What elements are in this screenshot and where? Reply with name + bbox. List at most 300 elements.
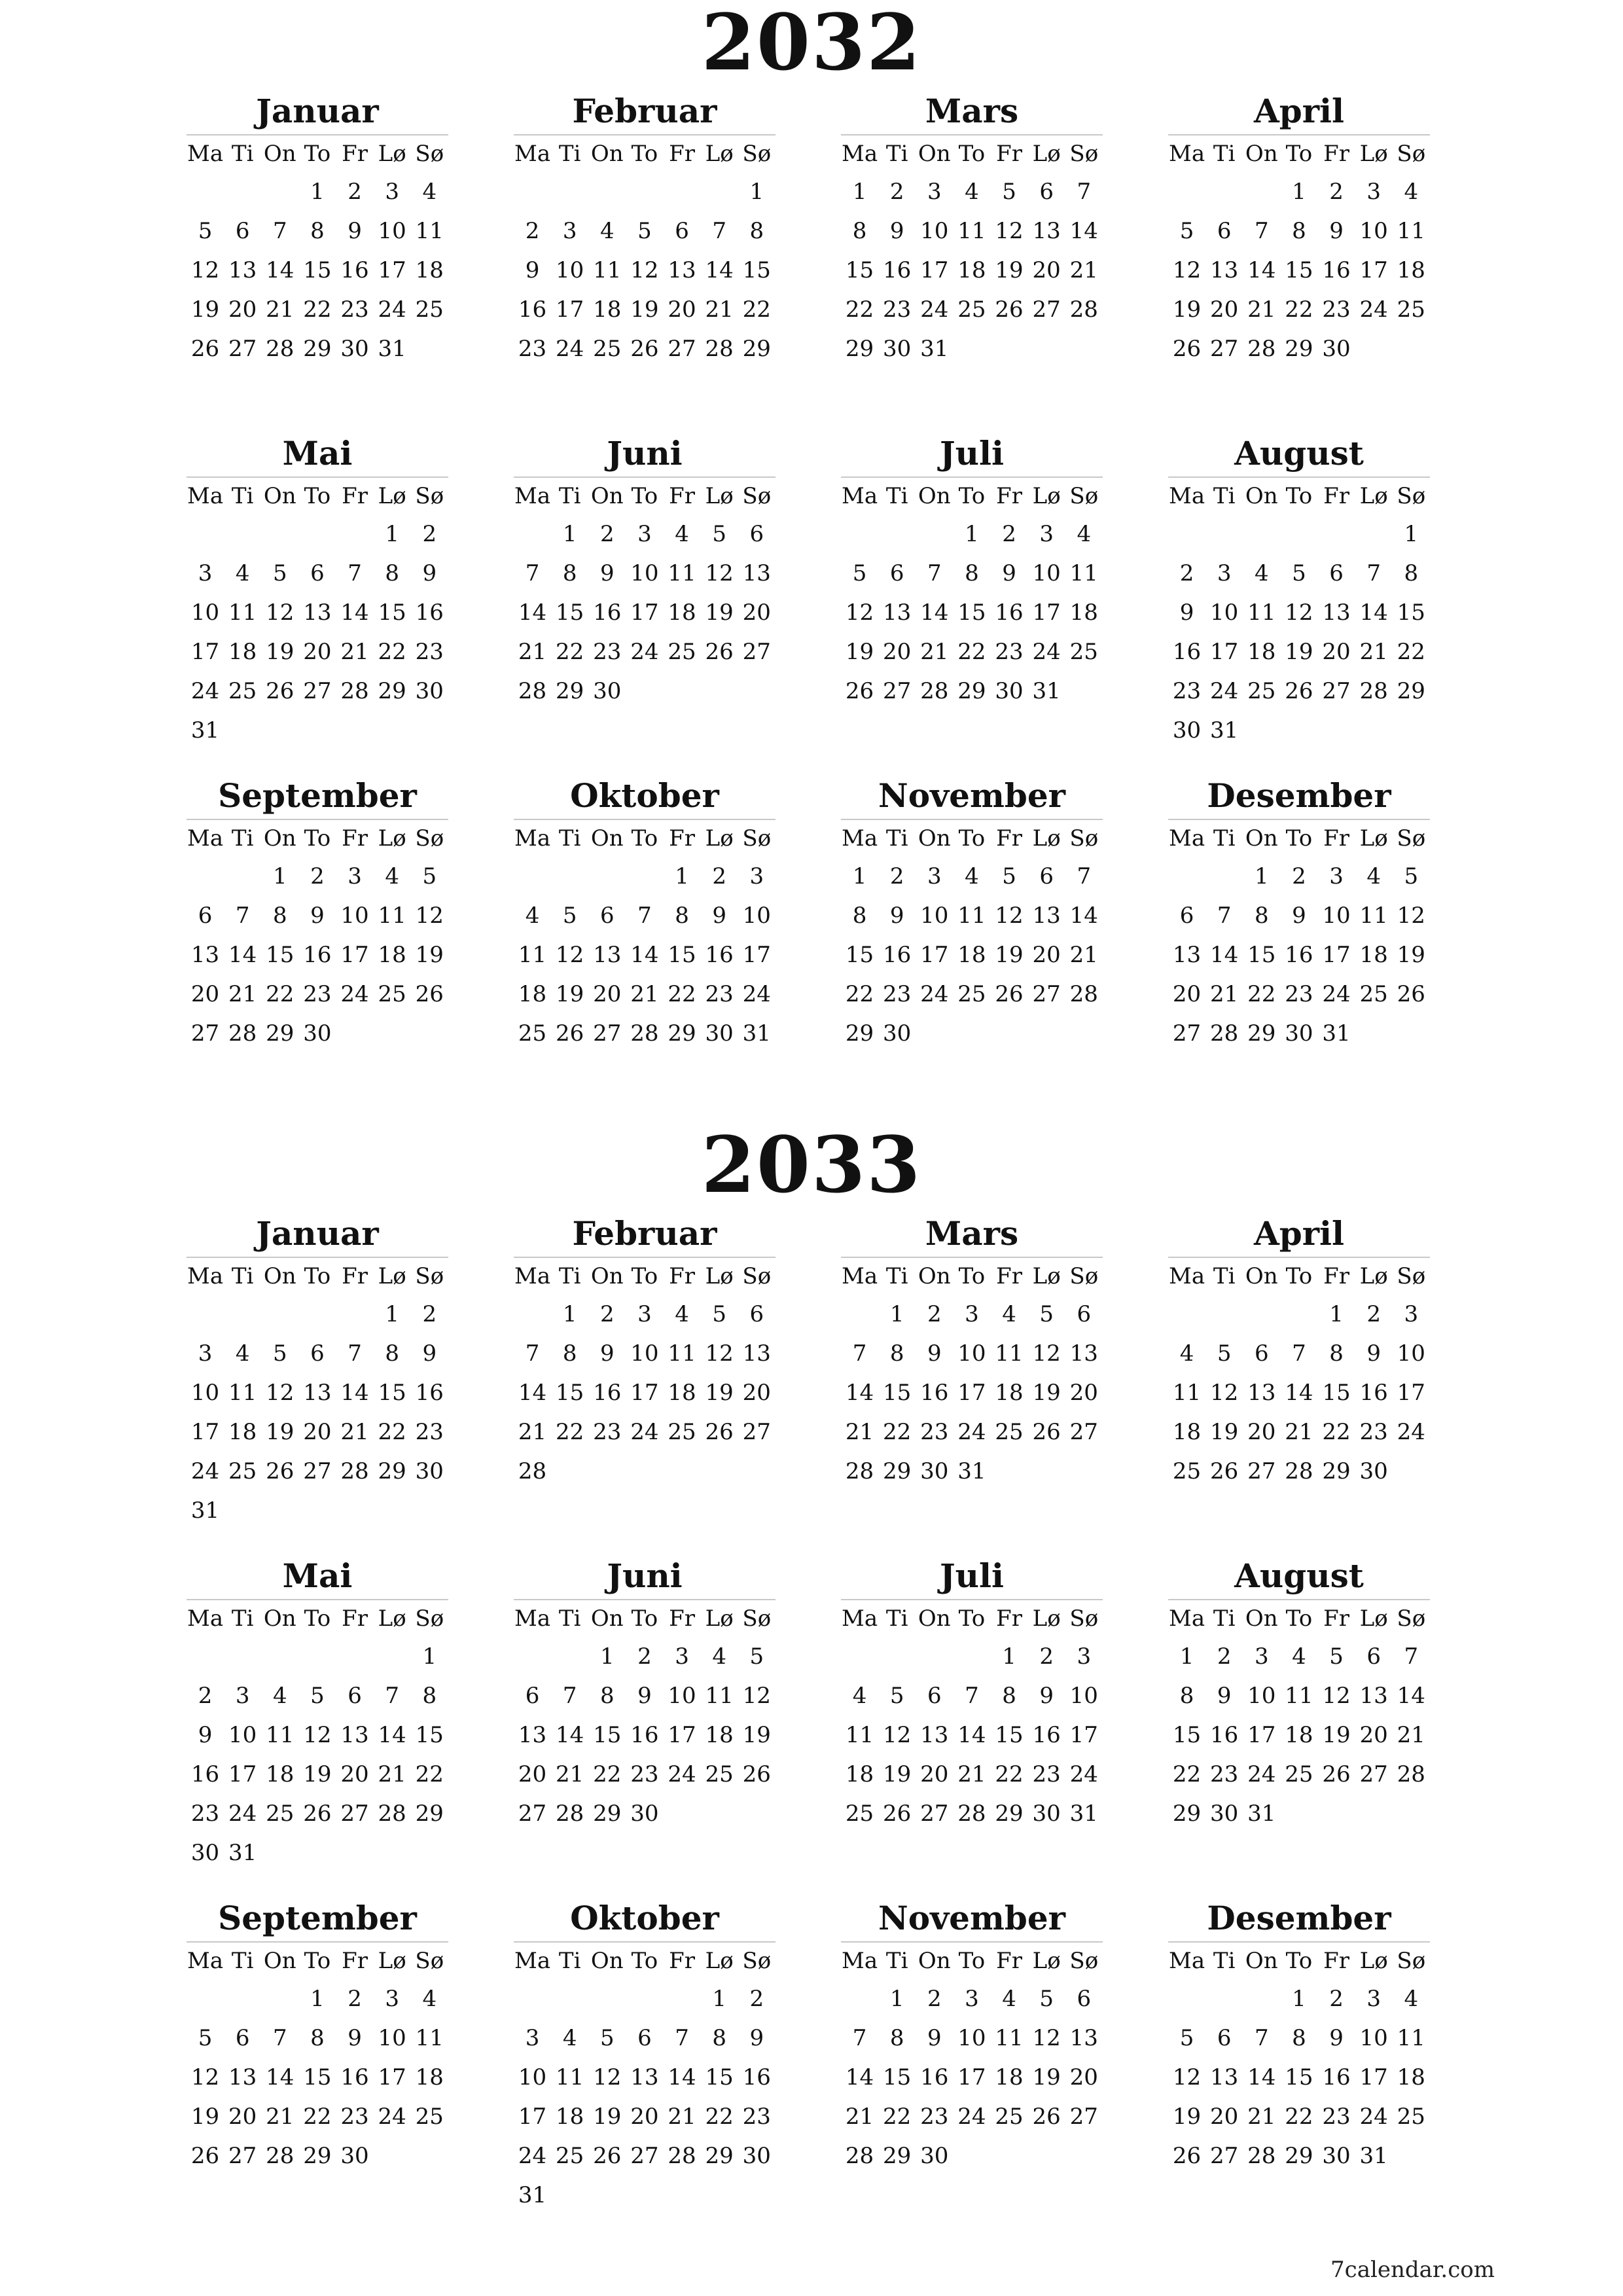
day-cell[interactable]: 16 [190,1761,220,1787]
day-cell[interactable]: 11 [1172,1380,1202,1406]
day-cell[interactable]: 2 [348,179,362,205]
day-cell[interactable]: 16 [920,2064,949,2090]
day-cell[interactable]: 5 [599,2025,615,2051]
day-cell[interactable]: 10 [668,1683,696,1709]
day-cell[interactable]: 15 [266,942,294,968]
day-cell[interactable]: 1 [852,179,867,205]
day-cell[interactable]: 18 [1247,639,1276,665]
day-cell[interactable]: 23 [190,1801,220,1827]
day-cell[interactable]: 31 [742,1020,771,1047]
day-cell[interactable]: 23 [630,1761,659,1787]
day-cell[interactable]: 4 [235,1340,250,1367]
day-cell[interactable]: 29 [883,1458,912,1484]
day-cell[interactable]: 13 [190,942,220,968]
day-cell[interactable]: 24 [1247,1761,1276,1787]
day-cell[interactable]: 16 [920,1380,949,1406]
day-cell[interactable]: 3 [1329,863,1344,889]
day-cell[interactable]: 5 [852,560,867,586]
day-cell[interactable]: 29 [1322,1458,1351,1484]
day-cell[interactable]: 24 [957,2104,986,2130]
day-cell[interactable]: 28 [1069,981,1098,1007]
day-cell[interactable]: 19 [1032,1380,1061,1406]
day-cell[interactable]: 18 [266,1761,294,1787]
day-cell[interactable]: 20 [742,600,771,626]
day-cell[interactable]: 18 [1069,600,1098,626]
day-cell[interactable]: 18 [845,1761,874,1787]
day-cell[interactable]: 3 [965,1986,979,2012]
day-cell[interactable]: 28 [340,678,369,704]
day-cell[interactable]: 10 [378,2025,406,2051]
day-cell[interactable]: 20 [1210,2104,1239,2130]
day-cell[interactable]: 1 [852,863,867,889]
day-cell[interactable]: 21 [556,1761,584,1787]
day-cell[interactable]: 20 [883,639,912,665]
day-cell[interactable]: 27 [228,336,257,362]
day-cell[interactable]: 10 [1359,2025,1388,2051]
day-cell[interactable]: 1 [422,1643,437,1670]
day-cell[interactable]: 14 [1397,1683,1425,1709]
day-cell[interactable]: 13 [1172,942,1202,968]
day-cell[interactable]: 20 [190,981,220,1007]
day-cell[interactable]: 4 [422,1986,437,2012]
day-cell[interactable]: 30 [1210,1801,1239,1827]
day-cell[interactable]: 25 [266,1801,294,1827]
day-cell[interactable]: 19 [1172,296,1202,323]
day-cell[interactable]: 6 [1077,1986,1092,2012]
day-cell[interactable]: 18 [995,1380,1024,1406]
day-cell[interactable]: 29 [668,1020,696,1047]
day-cell[interactable]: 9 [1179,600,1194,626]
day-cell[interactable]: 29 [845,1020,874,1047]
day-cell[interactable]: 1 [272,863,287,889]
day-cell[interactable]: 24 [920,981,949,1007]
day-cell[interactable]: 28 [1397,1761,1425,1787]
day-cell[interactable]: 2 [637,1643,652,1670]
day-cell[interactable]: 27 [303,678,332,704]
day-cell[interactable]: 4 [712,1643,726,1670]
day-cell[interactable]: 2 [1329,1986,1344,2012]
day-cell[interactable]: 16 [518,296,547,323]
day-cell[interactable]: 5 [712,1301,726,1327]
day-cell[interactable]: 17 [920,257,949,283]
day-cell[interactable]: 23 [1172,678,1202,704]
day-cell[interactable]: 6 [749,1301,764,1327]
day-cell[interactable]: 3 [1217,560,1232,586]
day-cell[interactable]: 9 [599,1340,615,1367]
day-cell[interactable]: 22 [1247,981,1276,1007]
day-cell[interactable]: 29 [1397,678,1425,704]
day-cell[interactable]: 28 [556,1801,584,1827]
day-cell[interactable]: 17 [556,296,584,323]
day-cell[interactable]: 11 [228,600,257,626]
day-cell[interactable]: 15 [957,600,986,626]
day-cell[interactable]: 18 [957,257,986,283]
day-cell[interactable]: 22 [883,2104,912,2130]
day-cell[interactable]: 28 [705,336,734,362]
day-cell[interactable]: 16 [415,1380,444,1406]
day-cell[interactable]: 10 [957,1340,986,1367]
day-cell[interactable]: 26 [705,639,734,665]
day-cell[interactable]: 2 [749,1986,764,2012]
day-cell[interactable]: 9 [525,257,540,283]
day-cell[interactable]: 12 [1397,903,1425,929]
day-cell[interactable]: 8 [1292,218,1306,244]
day-cell[interactable]: 7 [1254,218,1269,244]
day-cell[interactable]: 22 [705,2104,734,2130]
day-cell[interactable]: 30 [920,1458,949,1484]
day-cell[interactable]: 7 [1292,1340,1306,1367]
day-cell[interactable]: 8 [310,218,325,244]
day-cell[interactable]: 21 [1247,296,1276,323]
day-cell[interactable]: 11 [415,2025,444,2051]
day-cell[interactable]: 12 [742,1683,771,1709]
day-cell[interactable]: 29 [266,1020,294,1047]
day-cell[interactable]: 3 [1366,179,1381,205]
day-cell[interactable]: 4 [675,521,689,547]
day-cell[interactable]: 27 [190,1020,220,1047]
day-cell[interactable]: 12 [556,942,584,968]
day-cell[interactable]: 23 [705,981,734,1007]
day-cell[interactable]: 2 [1179,560,1194,586]
day-cell[interactable]: 10 [742,903,771,929]
day-cell[interactable]: 9 [310,903,325,929]
day-cell[interactable]: 20 [1069,1380,1098,1406]
day-cell[interactable]: 10 [378,218,406,244]
day-cell[interactable]: 27 [1210,2143,1239,2169]
day-cell[interactable]: 9 [1292,903,1306,929]
day-cell[interactable]: 16 [415,600,444,626]
day-cell[interactable]: 26 [995,981,1024,1007]
day-cell[interactable]: 25 [957,296,986,323]
day-cell[interactable]: 20 [1247,1419,1276,1445]
day-cell[interactable]: 10 [1069,1683,1098,1709]
day-cell[interactable]: 24 [190,678,220,704]
day-cell[interactable]: 3 [562,218,577,244]
day-cell[interactable]: 14 [705,257,734,283]
day-cell[interactable]: 5 [1292,560,1306,586]
day-cell[interactable]: 24 [1210,678,1239,704]
day-cell[interactable]: 19 [266,639,294,665]
day-cell[interactable]: 1 [1292,179,1306,205]
day-cell[interactable]: 23 [303,981,332,1007]
day-cell[interactable]: 29 [415,1801,444,1827]
day-cell[interactable]: 1 [1404,521,1419,547]
day-cell[interactable]: 6 [1217,218,1232,244]
day-cell[interactable]: 21 [957,1761,986,1787]
day-cell[interactable]: 23 [518,336,547,362]
day-cell[interactable]: 14 [630,942,659,968]
day-cell[interactable]: 18 [518,981,547,1007]
day-cell[interactable]: 30 [1322,336,1351,362]
day-cell[interactable]: 3 [927,179,942,205]
day-cell[interactable]: 11 [228,1380,257,1406]
day-cell[interactable]: 31 [1247,1801,1276,1827]
day-cell[interactable]: 5 [749,1643,764,1670]
day-cell[interactable]: 25 [415,296,444,323]
day-cell[interactable]: 3 [1366,1986,1381,2012]
day-cell[interactable]: 15 [303,2064,332,2090]
day-cell[interactable]: 18 [378,942,406,968]
day-cell[interactable]: 25 [995,1419,1024,1445]
day-cell[interactable]: 30 [995,678,1024,704]
day-cell[interactable]: 2 [599,1301,615,1327]
day-cell[interactable]: 12 [995,218,1024,244]
day-cell[interactable]: 6 [1366,1643,1381,1670]
day-cell[interactable]: 25 [705,1761,734,1787]
day-cell[interactable]: 25 [1247,678,1276,704]
day-cell[interactable]: 9 [599,560,615,586]
day-cell[interactable]: 15 [1247,942,1276,968]
day-cell[interactable]: 9 [422,560,437,586]
day-cell[interactable]: 5 [637,218,652,244]
day-cell[interactable]: 20 [303,639,332,665]
day-cell[interactable]: 5 [1217,1340,1232,1367]
day-cell[interactable]: 29 [742,336,771,362]
day-cell[interactable]: 19 [630,296,659,323]
day-cell[interactable]: 8 [599,1683,615,1709]
day-cell[interactable]: 15 [378,600,406,626]
day-cell[interactable]: 14 [845,2064,874,2090]
day-cell[interactable]: 12 [1032,1340,1061,1367]
day-cell[interactable]: 8 [272,903,287,929]
day-cell[interactable]: 4 [965,179,979,205]
day-cell[interactable]: 26 [1172,336,1202,362]
day-cell[interactable]: 25 [228,678,257,704]
day-cell[interactable]: 22 [303,2104,332,2130]
day-cell[interactable]: 7 [675,2025,689,2051]
day-cell[interactable]: 1 [599,1643,615,1670]
day-cell[interactable]: 23 [415,1419,444,1445]
day-cell[interactable]: 20 [518,1761,547,1787]
day-cell[interactable]: 23 [1285,981,1313,1007]
day-cell[interactable]: 17 [1210,639,1239,665]
day-cell[interactable]: 27 [518,1801,547,1827]
day-cell[interactable]: 17 [742,942,771,968]
day-cell[interactable]: 26 [995,296,1024,323]
day-cell[interactable]: 30 [415,678,444,704]
day-cell[interactable]: 2 [1002,521,1016,547]
day-cell[interactable]: 17 [1247,1722,1276,1748]
footer-site-label[interactable]: 7calendar.com [1330,2257,1495,2283]
day-cell[interactable]: 16 [883,257,912,283]
day-cell[interactable]: 18 [1172,1419,1202,1445]
day-cell[interactable]: 27 [1210,336,1239,362]
day-cell[interactable]: 24 [190,1458,220,1484]
day-cell[interactable]: 10 [1247,1683,1276,1709]
day-cell[interactable]: 22 [668,981,696,1007]
day-cell[interactable]: 1 [1179,1643,1194,1670]
day-cell[interactable]: 26 [1285,678,1313,704]
day-cell[interactable]: 19 [593,2104,622,2130]
day-cell[interactable]: 6 [1179,903,1194,929]
day-cell[interactable]: 4 [1404,179,1419,205]
day-cell[interactable]: 21 [705,296,734,323]
day-cell[interactable]: 10 [957,2025,986,2051]
day-cell[interactable]: 18 [1397,257,1425,283]
day-cell[interactable]: 23 [340,296,369,323]
day-cell[interactable]: 13 [1032,903,1061,929]
day-cell[interactable]: 17 [630,1380,659,1406]
day-cell[interactable]: 17 [668,1722,696,1748]
day-cell[interactable]: 16 [1032,1722,1061,1748]
day-cell[interactable]: 22 [845,981,874,1007]
day-cell[interactable]: 7 [562,1683,577,1709]
day-cell[interactable]: 10 [556,257,584,283]
day-cell[interactable]: 21 [340,639,369,665]
day-cell[interactable]: 10 [190,1380,220,1406]
day-cell[interactable]: 19 [303,1761,332,1787]
day-cell[interactable]: 3 [525,2025,540,2051]
day-cell[interactable]: 27 [340,1801,369,1827]
day-cell[interactable]: 23 [593,639,622,665]
day-cell[interactable]: 31 [228,1840,257,1866]
day-cell[interactable]: 22 [742,296,771,323]
day-cell[interactable]: 9 [1329,2025,1344,2051]
day-cell[interactable]: 11 [1285,1683,1313,1709]
day-cell[interactable]: 10 [630,560,659,586]
day-cell[interactable]: 8 [675,903,689,929]
day-cell[interactable]: 26 [1032,1419,1061,1445]
day-cell[interactable]: 15 [1285,2064,1313,2090]
day-cell[interactable]: 19 [1210,1419,1239,1445]
day-cell[interactable]: 12 [415,903,444,929]
day-cell[interactable]: 22 [845,296,874,323]
day-cell[interactable]: 16 [1285,942,1313,968]
day-cell[interactable]: 30 [593,678,622,704]
day-cell[interactable]: 27 [883,678,912,704]
day-cell[interactable]: 19 [883,1761,912,1787]
day-cell[interactable]: 11 [1397,2025,1425,2051]
day-cell[interactable]: 25 [957,981,986,1007]
day-cell[interactable]: 4 [385,863,399,889]
day-cell[interactable]: 27 [1032,296,1061,323]
day-cell[interactable]: 12 [995,903,1024,929]
day-cell[interactable]: 4 [852,1683,867,1709]
day-cell[interactable]: 27 [228,2143,257,2169]
day-cell[interactable]: 1 [562,1301,577,1327]
day-cell[interactable]: 20 [228,2104,257,2130]
day-cell[interactable]: 8 [712,2025,726,2051]
day-cell[interactable]: 27 [1322,678,1351,704]
day-cell[interactable]: 7 [348,560,362,586]
day-cell[interactable]: 28 [1359,678,1388,704]
day-cell[interactable]: 22 [415,1761,444,1787]
day-cell[interactable]: 22 [1172,1761,1202,1787]
day-cell[interactable]: 26 [593,2143,622,2169]
day-cell[interactable]: 2 [889,179,904,205]
day-cell[interactable]: 29 [303,336,332,362]
day-cell[interactable]: 31 [1322,1020,1351,1047]
day-cell[interactable]: 28 [845,2143,874,2169]
day-cell[interactable]: 11 [668,560,696,586]
day-cell[interactable]: 13 [593,942,622,968]
day-cell[interactable]: 9 [348,218,362,244]
day-cell[interactable]: 13 [340,1722,369,1748]
day-cell[interactable]: 2 [1039,1643,1054,1670]
day-cell[interactable]: 9 [637,1683,652,1709]
day-cell[interactable]: 29 [378,1458,406,1484]
day-cell[interactable]: 24 [1359,296,1388,323]
day-cell[interactable]: 8 [749,218,764,244]
day-cell[interactable]: 9 [198,1722,213,1748]
day-cell[interactable]: 24 [957,1419,986,1445]
day-cell[interactable]: 21 [920,639,949,665]
day-cell[interactable]: 22 [593,1761,622,1787]
day-cell[interactable]: 15 [1322,1380,1351,1406]
day-cell[interactable]: 26 [266,1458,294,1484]
day-cell[interactable]: 3 [637,1301,652,1327]
day-cell[interactable]: 3 [385,179,399,205]
day-cell[interactable]: 13 [742,560,771,586]
day-cell[interactable]: 4 [1366,863,1381,889]
day-cell[interactable]: 30 [340,336,369,362]
day-cell[interactable]: 14 [957,1722,986,1748]
day-cell[interactable]: 7 [525,1340,540,1367]
day-cell[interactable]: 28 [340,1458,369,1484]
day-cell[interactable]: 5 [1179,218,1194,244]
day-cell[interactable]: 27 [1247,1458,1276,1484]
day-cell[interactable]: 20 [303,1419,332,1445]
day-cell[interactable]: 12 [845,600,874,626]
day-cell[interactable]: 14 [1247,2064,1276,2090]
day-cell[interactable]: 8 [889,2025,904,2051]
day-cell[interactable]: 6 [927,1683,942,1709]
day-cell[interactable]: 1 [385,1301,399,1327]
day-cell[interactable]: 28 [266,2143,294,2169]
day-cell[interactable]: 10 [630,1340,659,1367]
day-cell[interactable]: 27 [1069,1419,1098,1445]
day-cell[interactable]: 3 [385,1986,399,2012]
day-cell[interactable]: 8 [1179,1683,1194,1709]
day-cell[interactable]: 12 [266,1380,294,1406]
day-cell[interactable]: 14 [266,2064,294,2090]
day-cell[interactable]: 23 [1359,1419,1388,1445]
day-cell[interactable]: 24 [378,2104,406,2130]
day-cell[interactable]: 6 [1077,1301,1092,1327]
day-cell[interactable]: 14 [556,1722,584,1748]
day-cell[interactable]: 17 [190,1419,220,1445]
day-cell[interactable]: 18 [668,600,696,626]
day-cell[interactable]: 3 [1254,1643,1269,1670]
day-cell[interactable]: 22 [556,1419,584,1445]
day-cell[interactable]: 9 [927,2025,942,2051]
day-cell[interactable]: 20 [593,981,622,1007]
day-cell[interactable]: 4 [965,863,979,889]
day-cell[interactable]: 22 [1285,296,1313,323]
day-cell[interactable]: 16 [883,942,912,968]
day-cell[interactable]: 26 [742,1761,771,1787]
day-cell[interactable]: 13 [303,1380,332,1406]
day-cell[interactable]: 21 [340,1419,369,1445]
day-cell[interactable]: 16 [995,600,1024,626]
day-cell[interactable]: 5 [1039,1301,1054,1327]
day-cell[interactable]: 8 [965,560,979,586]
day-cell[interactable]: 19 [742,1722,771,1748]
day-cell[interactable]: 25 [556,2143,584,2169]
day-cell[interactable]: 24 [1322,981,1351,1007]
day-cell[interactable]: 23 [742,2104,771,2130]
day-cell[interactable]: 7 [348,1340,362,1367]
day-cell[interactable]: 10 [1210,600,1239,626]
day-cell[interactable]: 17 [378,2064,406,2090]
day-cell[interactable]: 5 [1179,2025,1194,2051]
day-cell[interactable]: 1 [712,1986,726,2012]
day-cell[interactable]: 11 [957,903,986,929]
day-cell[interactable]: 16 [340,2064,369,2090]
day-cell[interactable]: 23 [920,2104,949,2130]
day-cell[interactable]: 30 [190,1840,220,1866]
day-cell[interactable]: 20 [1172,981,1202,1007]
